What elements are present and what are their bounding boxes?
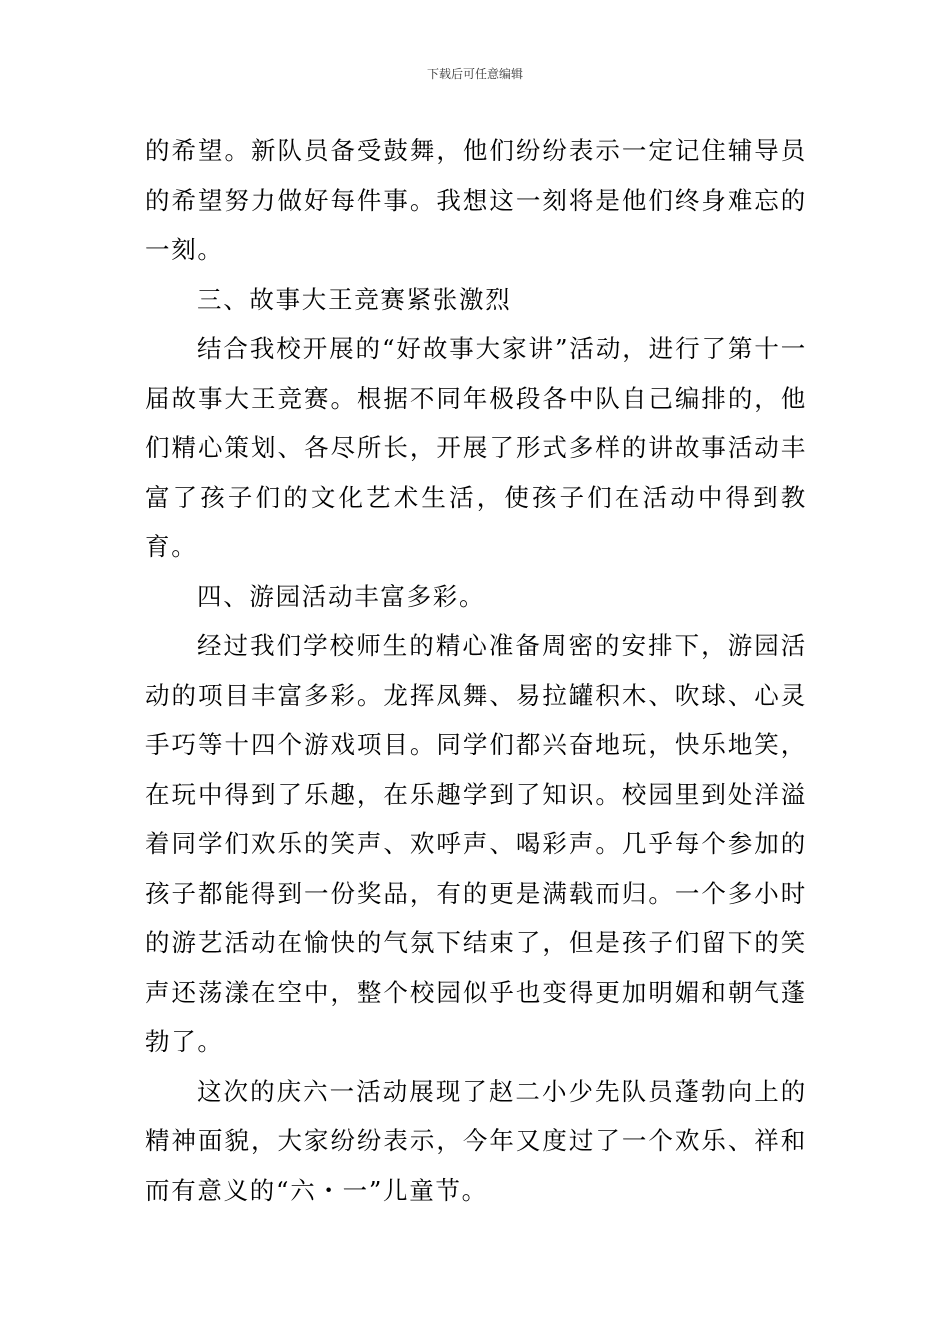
section-heading-story-contest: 三、故事大王竞赛紧张激烈: [197, 284, 512, 314]
paragraph-garden-party: 经过我们学校师生的精心准备周密的安排下，游园活动的项目丰富多彩。龙挥凤舞、易拉罐积木、吹球、心灵手巧等十四个游戏项目。同学们都兴奋地玩，快乐地笑，在玩中得到了乐趣，在乐趣学到了知识。校园里到处洋溢着同学们欢乐的笑声、欢呼声、喝彩声。几乎每个参加的孩子都能得到一份奖品，有的更是满载而归。一个多小时的游艺活动在愉快的气氛下结束了，但是孩子们留下的笑声还荡漾在空中，整个校园似乎也变得更加明媚和朝气蓬勃了。: [145, 631, 807, 1056]
paragraph-story-contest: 结合我校开展的“好故事大家讲”活动，进行了第十一届故事大王竞赛。根据不同年极段各中队自己编排的，他们精心策划、各尽所长，开展了形式多样的讲故事活动丰富了孩子们的文化艺术生活，使孩子们在活动中得到教育。: [145, 334, 807, 561]
document-body: [145, 126, 807, 1215]
paragraph-continuation: 的希望。新队员备受鼓舞，他们纷纷表示一定记住辅导员的希望努力做好每件事。我想这一刻将是他们终身难忘的一刻。: [145, 136, 807, 264]
page-header-note: 下载后可任意编辑: [426, 67, 523, 81]
paragraph-conclusion: 这次的庆六一活动展现了赵二小少先队员蓬勃向上的精神面貌，大家纷纷表示，今年又度过了一个欢乐、祥和而有意义的“六・一”儿童节。: [145, 1076, 807, 1205]
section-heading-garden-party: 四、游园活动丰富多彩。: [197, 581, 486, 611]
